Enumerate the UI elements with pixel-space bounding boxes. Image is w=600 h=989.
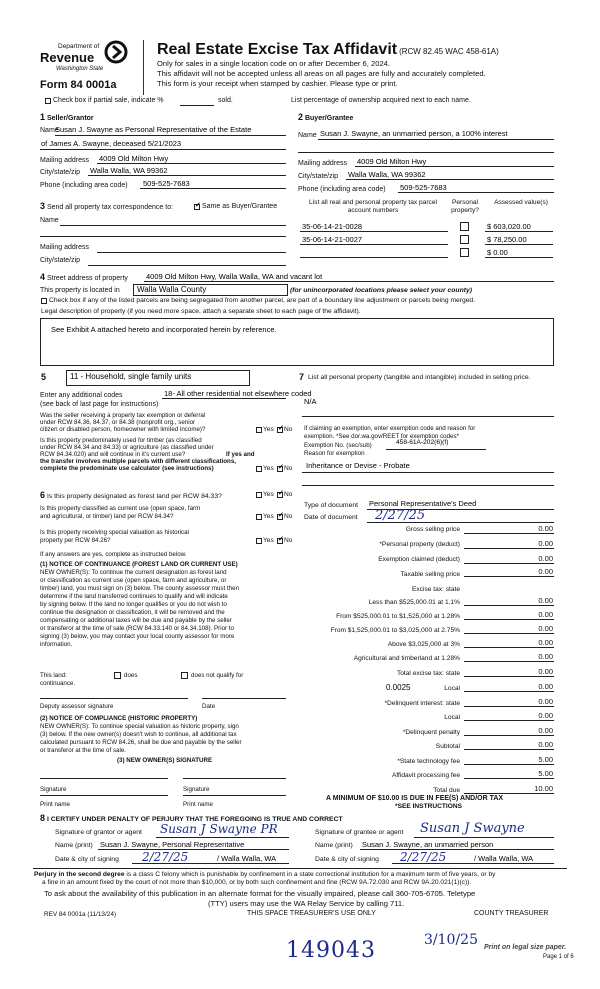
buyer-name-rule1 <box>318 139 554 140</box>
tax-label: *Delinquent interest: state <box>384 700 460 707</box>
perjury-text: is a class C felony which is punishable by confinement in a state correctional institution for a maximum term of five years, or by <box>126 871 496 878</box>
tax-value[interactable]: 0.00 <box>538 638 553 647</box>
q6-1-no-label: No <box>284 491 293 498</box>
q6-1-no-checkbox[interactable] <box>277 492 283 498</box>
tax-label: Exemption claimed (deduct) <box>378 556 460 563</box>
accessibility-line2: (TTY) users may use the WA Relay Service by calling 711. <box>208 899 405 908</box>
revenue-seal-icon <box>104 40 128 64</box>
q6-2-no-label: No <box>284 513 293 520</box>
tax-rule <box>464 778 554 779</box>
buyer-mailing-rule <box>355 166 554 167</box>
grantor-city[interactable]: / Walla Walla, WA <box>217 854 277 863</box>
certify-text: I CERTIFY UNDER PENALTY OF PERJURY THAT THE FOREGOING IS TRUE AND CORRECT <box>46 816 343 823</box>
buyer-name-line1[interactable]: Susan J. Swayne, an unmarried person, a 100% interest <box>320 129 508 138</box>
legal-paper-note: Print on legal size paper. <box>484 944 567 951</box>
tax-rule <box>464 691 554 692</box>
accessibility-line1: To ask about the availability of this publication in an alternate format for the visually impaired, please call 360-705-6705. Teletype <box>44 889 476 898</box>
q5-2-no-label: No <box>284 465 293 472</box>
buyer-heading <box>298 112 353 123</box>
q6-3-line1: Is this property receiving special valuation as historical <box>40 529 189 536</box>
located-note: (for unincorporated locations please select your county) <box>290 287 473 294</box>
partial-sale-suffix: sold. <box>218 97 233 104</box>
corr-name-rule <box>60 225 286 226</box>
tax-value[interactable]: 0.00 <box>538 624 553 633</box>
personal-col-header: Personal property? <box>451 199 479 214</box>
tax-value[interactable]: 0.00 <box>538 539 553 548</box>
partial-sale-label: Check box if partial sale, indicate % <box>53 97 164 104</box>
does-not-label: does not qualify for <box>191 672 244 679</box>
seller-heading <box>40 112 94 123</box>
correspondence-num: 3 <box>40 201 46 211</box>
notice2-line: (3) below. If the new owner(s) doesn't wish to continue, all additional tax <box>40 731 237 738</box>
assessed-value[interactable]: $ 603,020.00 <box>487 222 531 231</box>
tax-value[interactable]: 0.00 <box>538 554 553 563</box>
q6-1-yes-checkbox[interactable] <box>256 492 262 498</box>
assessed-value[interactable]: $ 0.00 <box>487 248 508 257</box>
exempt-no-rule <box>386 449 486 450</box>
addl-codes-rule <box>162 398 286 399</box>
exempt-no[interactable]: 458-61A-202(6)(f) <box>396 439 449 446</box>
tax-label: Subtotal <box>435 743 460 750</box>
correspondence-label: Send all property tax correspondence to: <box>46 204 174 211</box>
addl-codes-label: Enter any additional codes <box>40 392 123 399</box>
doc-date-rule <box>367 522 554 523</box>
seller-heading-text: Seller/Grantor <box>46 115 94 122</box>
addl-codes[interactable]: 18- All other residential not elsewhere coded <box>164 389 312 398</box>
q6-3-yes-label: Yes <box>263 537 274 544</box>
partial-sale-checkbox[interactable] <box>45 98 51 104</box>
page-title <box>157 40 499 59</box>
tax-value[interactable]: 0.00 <box>538 711 553 720</box>
county-select[interactable]: Walla Walla County <box>133 284 288 296</box>
q5-1-yes-label: Yes <box>263 426 274 433</box>
q6-2-no-checkbox[interactable] <box>277 514 283 520</box>
continuance-label: continuance. <box>40 680 76 687</box>
tax-rule <box>464 661 554 662</box>
tax-rule <box>464 720 554 721</box>
street-rule <box>144 281 554 282</box>
does-checkbox[interactable] <box>114 672 121 679</box>
page-number: Page 1 of 6 <box>543 954 574 960</box>
grantee-date[interactable]: 2/27/25 <box>400 850 447 864</box>
tax-label: Less than $525,000.01 at 1.1% <box>368 599 460 606</box>
use-code-select[interactable]: 11 - Household, single family units <box>66 370 250 386</box>
legal-description: See Exhibit A attached hereto and incorporated herein by reference. <box>51 325 277 334</box>
q6-2-line1: Is this property classified as current use (open space, farm <box>40 505 201 512</box>
agency-name: Revenue <box>40 50 95 65</box>
q5-2b-line2: the transfer involves multiple parcels with different classifications, <box>40 458 236 465</box>
owner-print-rule-2 <box>183 795 286 796</box>
corr-city-label: City/state/zip <box>40 257 81 264</box>
notice2-line: or transferor at the time of sale. <box>40 747 126 754</box>
owner-sig-label-1: Signature <box>40 786 67 793</box>
owner-print-label-2: Print name <box>183 801 213 808</box>
q5-1-line3: citizen or disabled person, homeowner with limited income)? <box>40 426 206 433</box>
grantee-date-rule <box>392 863 554 864</box>
segregated-checkbox[interactable] <box>41 298 47 304</box>
grantee-signature[interactable]: Susan J Swayne <box>420 821 525 836</box>
buyer-city[interactable]: Walla Walla, WA 99362 <box>348 170 426 179</box>
tax-value[interactable]: 0.00 <box>538 652 553 661</box>
county-treasurer: COUNTY TREASURER <box>474 910 549 917</box>
tax-value[interactable]: 0.00 <box>538 567 553 576</box>
buyer-mailing-label: Mailing address <box>298 160 348 167</box>
q6-2-yes-label: Yes <box>263 513 274 520</box>
tax-rule <box>464 576 554 577</box>
grantor-name[interactable]: Susan J. Swayne, Personal Representative <box>100 840 245 849</box>
q5-2-line3: RCW 84.34.020) and will continue in it's current use? <box>40 451 186 458</box>
grantee-name[interactable]: Susan J. Swayne, an unmarried person <box>362 840 494 849</box>
street-heading <box>40 272 128 283</box>
local-rate[interactable]: 0.0025 <box>386 683 411 692</box>
title-rcw: (RCW 82.45 WAC 458-61A) <box>399 47 499 56</box>
street-label: Street address of property <box>46 275 128 282</box>
tax-label: Taxable selling price <box>400 571 460 578</box>
located-label: This property is located in <box>40 287 120 294</box>
parcel-rule <box>300 231 448 232</box>
tax-rule <box>464 563 554 564</box>
buyer-phone[interactable]: 509-525-7683 <box>400 183 447 192</box>
seller-phone-rule <box>140 188 286 189</box>
corr-city-rule <box>88 265 286 266</box>
q5-2-no-checkbox[interactable] <box>277 466 283 472</box>
tax-rule <box>464 735 554 736</box>
owner-sig-rule-1 <box>40 778 168 779</box>
legal-label: Legal description of property (if you need more space, attach a separate sheet to each page of the affidavit). <box>41 308 361 315</box>
notice1-line: timber) land, you must sign on (3) below. The county assessor must then <box>40 585 240 592</box>
seller-mailing-rule <box>97 163 286 164</box>
buyer-name-rule2 <box>298 152 554 153</box>
notice1-line: determine if the land transferred continues to qualify and will indicate <box>40 593 228 600</box>
dept-line: Department of <box>58 43 100 50</box>
owner-print-label-1: Print name <box>40 801 70 808</box>
assessed-col-header: Assessed value(s) <box>494 199 548 206</box>
grantor-sig-label: Signature of grantor or agent <box>55 829 142 836</box>
buyer-mailing[interactable]: 4009 Old Milton Hwy <box>357 157 427 166</box>
tax-rule <box>464 749 554 750</box>
grantor-date[interactable]: 2/27/25 <box>142 850 189 864</box>
tax-label: Total due <box>433 787 460 794</box>
seller-name-line2[interactable]: of James A. Swayne, deceased 5/21/2023 <box>41 139 182 148</box>
certify-num: 8 <box>40 813 46 823</box>
use-code-num: 5 <box>41 372 47 382</box>
personal-property-value[interactable]: N/A <box>304 397 317 406</box>
personal-property-num: 7 <box>299 372 305 382</box>
grantee-sig-rule <box>414 837 554 838</box>
grantor-name-label: Name (print) <box>55 842 93 849</box>
q6-1 <box>40 490 222 501</box>
same-as-buyer-label: Same as Buyer/Grantee <box>202 203 278 210</box>
does-label: does <box>124 672 138 679</box>
tax-label: From $1,525,000.01 to $3,025,000 at 2.75% <box>330 627 460 634</box>
assessed-value[interactable]: $ 78,250.00 <box>487 235 527 244</box>
buyer-num: 2 <box>298 112 304 122</box>
reason-rule <box>302 472 554 473</box>
reason-value[interactable]: Inheritance or Devise - Probate <box>306 461 410 470</box>
exempt-intro-1: If claiming an exemption, enter exemption code and reason for <box>304 425 476 432</box>
notice1-line: continue the designation or classification, it will be removed and the <box>40 609 225 616</box>
treasurer-stamp-date: 3/10/25 <box>424 932 478 948</box>
state-line: Washington State <box>56 66 104 72</box>
tax-rule <box>464 647 554 648</box>
q6-1-yes-label: Yes <box>263 491 274 498</box>
q5-1-line1: Was the seller receiving a property tax exemption or deferral <box>40 412 206 419</box>
property-num: 4 <box>40 272 46 282</box>
header-divider <box>143 40 144 95</box>
notice2-title: (2) NOTICE OF COMPLIANCE (HISTORIC PROPERTY) <box>40 715 198 722</box>
doc-date-label: Date of document <box>304 514 358 521</box>
parcel-rule <box>300 244 448 245</box>
q5-2b-line3: complete the predominate use calculator (see instructions) <box>40 465 214 472</box>
tax-label: Local <box>444 685 460 692</box>
deputy-date-label: Date <box>202 703 216 710</box>
tax-rule <box>464 633 554 634</box>
q5-1-line2: under RCW 84.36, 84.37, or 84.38 (nonprofit org., senior <box>40 419 196 426</box>
seller-name-line1[interactable]: Susan J. Swayne as Personal Representative of the Estate <box>55 125 252 134</box>
personal-property-rule <box>302 416 554 417</box>
q6-3-no-label: No <box>284 537 293 544</box>
doc-type[interactable]: Personal Representative's Deed <box>369 499 477 508</box>
header-note-1: Only for sales in a single location code on or after December 6, 2024. <box>157 59 391 68</box>
notice3-title: (3) NEW OWNER(S) SIGNATURE <box>117 757 213 764</box>
tax-value[interactable]: 5.00 <box>538 755 553 764</box>
header-note-3: This form is your receipt when stamped by cashier. Please type or print. <box>157 79 398 88</box>
grantor-sig-rule <box>156 837 289 838</box>
tax-rule <box>464 548 554 549</box>
seller-mailing[interactable]: 4009 Old Milton Hwy <box>99 154 169 163</box>
notice1-line: information. <box>40 641 73 648</box>
ownership-note: List percentage of ownership acquired next to each name. <box>291 97 471 104</box>
q6-2-yes-checkbox[interactable] <box>256 514 262 520</box>
q6-2-line2: and agricultural, or timber) land per RCW 84.34? <box>40 513 174 520</box>
tax-value[interactable]: 0.00 <box>538 697 553 706</box>
tax-label: Agricultural and timberland at 1.28% <box>353 655 460 662</box>
partial-sale-pct[interactable] <box>180 97 214 106</box>
deputy-sig-rule <box>40 698 188 699</box>
tax-rule <box>464 706 554 707</box>
tax-rule <box>464 605 554 606</box>
addl-codes-note: (see back of last page for instructions) <box>40 401 159 408</box>
q5-1-no-label: No <box>284 426 293 433</box>
seller-city-label: City/state/zip <box>40 169 81 176</box>
tax-rule <box>464 764 554 765</box>
personal-property-checkbox[interactable] <box>460 248 469 257</box>
parcel-number[interactable]: 35-06-14-21-0028 <box>302 222 363 231</box>
seller-city-rule <box>88 175 286 176</box>
notice2-line: calculated pursuant to RCW 84.26, shall be due and payable by the seller <box>40 739 242 746</box>
grantor-name-rule <box>98 849 289 850</box>
assessed-rule <box>485 244 553 245</box>
owner-sig-label-2: Signature <box>183 786 210 793</box>
buyer-heading-text: Buyer/Grantee <box>304 115 354 122</box>
q5-1-no-checkbox[interactable] <box>277 427 283 433</box>
seller-phone[interactable]: 509-525-7683 <box>143 179 190 188</box>
assessed-rule <box>485 231 553 232</box>
seller-name-rule1 <box>55 135 286 136</box>
does-not-checkbox[interactable] <box>181 672 188 679</box>
tax-rule <box>464 793 554 794</box>
corr-name-rule2 <box>40 236 286 237</box>
grantee-date-label: Date & city of signing <box>315 856 379 863</box>
tax-label: Affidavit processing fee <box>391 772 460 779</box>
notice1-line: by signing below. If the land no longer qualifies or you do not wish to <box>40 601 227 608</box>
title-text: Real Estate Excise Tax Affidavit <box>157 41 398 58</box>
grantor-signature[interactable]: Susan J Swayne PR <box>160 822 278 836</box>
parcel-col-header: List all real and personal property tax parcel account numbers <box>309 199 437 214</box>
q6-3-line2: property per RCW 84.26? <box>40 537 111 544</box>
tax-value[interactable]: 10.00 <box>534 784 553 793</box>
deputy-date-rule <box>202 698 286 699</box>
treasurer-use: THIS SPACE TREASURER'S USE ONLY <box>247 910 376 917</box>
tax-value[interactable]: 0.00 <box>538 740 553 749</box>
parcel-number[interactable]: 35-06-14-21-0027 <box>302 235 363 244</box>
personal-property-checkbox[interactable] <box>460 235 469 244</box>
tax-value[interactable]: 0.00 <box>538 610 553 619</box>
grantor-date-label: Date & city of signing <box>55 856 119 863</box>
exempt-intro-2: exemption. *See dor.wa.gov/REET for exemption codes* <box>304 433 460 440</box>
personal-property-label: List all personal property (tangible and intangible) included in selling price. <box>308 374 531 381</box>
buyer-phone-label: Phone (including area code) <box>298 186 386 193</box>
q5-2b-line1: If yes and <box>226 451 255 458</box>
tax-value[interactable]: 0.00 <box>538 726 553 735</box>
notice1-line: NEW OWNER(S): To continue the current designation as forest land <box>40 569 227 576</box>
doc-type-label: Type of document <box>304 502 359 509</box>
correspondence-heading <box>40 201 173 212</box>
treasurer-stamp-number: 149043 <box>286 938 376 963</box>
tax-label: *State technology fee <box>397 758 460 765</box>
q6-3-no-checkbox[interactable] <box>277 538 283 544</box>
tax-label: Local <box>444 714 460 721</box>
seller-mailing-label: Mailing address <box>40 157 90 164</box>
tax-label: Excise tax: state <box>411 586 460 593</box>
q5-1-yes-checkbox[interactable] <box>256 427 262 433</box>
seller-phone-label: Phone (including area code) <box>40 182 128 189</box>
q5-2-line2: under RCW 84.34 and 84.33) or agriculture (as classified under <box>40 444 214 451</box>
owner-sig-rule-2 <box>183 778 286 779</box>
street-address[interactable]: 4009 Old Milton Hwy, Walla Walla, WA and vacant lot <box>146 272 323 281</box>
tax-label: Total excise tax: state <box>396 670 460 677</box>
buyer-city-rule <box>346 179 554 180</box>
grantor-date-rule <box>132 863 289 864</box>
tax-label: *Delinquent penalty <box>402 729 460 736</box>
grantee-city[interactable]: / Walla Walla, WA <box>474 854 534 863</box>
form-number: Form 84 0001a <box>40 79 117 91</box>
tax-rule <box>464 676 554 677</box>
segregated-label: Check box if any of the listed parcels are being segregated from another parcel, are part of a boundary line adjustment or parcels being merged. <box>49 297 476 304</box>
tax-label: Above $3,025,000 at 3% <box>387 641 460 648</box>
tax-value[interactable]: 0.00 <box>538 596 553 605</box>
assessed-rule <box>485 257 553 258</box>
perjury-line1 <box>34 871 495 879</box>
see-instructions: *SEE INSTRUCTIONS <box>395 803 463 810</box>
if-yes-note: If any answers are yes, complete as instructed below. <box>40 551 187 558</box>
notice1-title: (1) NOTICE OF CONTINUANCE (FOREST LAND OR CURRENT USE) <box>40 561 238 568</box>
seller-num: 1 <box>40 112 46 122</box>
tax-rule <box>464 619 554 620</box>
doc-date[interactable]: 2/27/25 <box>375 508 426 523</box>
tax-value[interactable]: 0.00 <box>538 524 553 533</box>
owner-print-rule-1 <box>40 795 168 796</box>
q6-1-text: Is this property designated as forest land per RCW 84.33? <box>46 493 222 500</box>
tax-label: From $525,000.01 to $1,525,000 at 1.28% <box>336 613 460 620</box>
notice1-line: compensating or additional taxes will be due and payable by the seller <box>40 617 232 624</box>
legal-description-box[interactable] <box>40 318 554 366</box>
corr-mailing-rule <box>97 252 286 253</box>
reason-rule-2 <box>302 485 554 486</box>
buyer-phone-rule <box>398 192 554 193</box>
tax-label: Gross selling price <box>405 526 460 533</box>
tax-value[interactable]: 0.00 <box>538 667 553 676</box>
forest-num: 6 <box>40 490 46 500</box>
perjury-bold: Perjury in the second degree <box>34 871 125 878</box>
notice2-line: NEW OWNER(S): To continue special valuation as historic property, sign <box>40 723 239 730</box>
header-note-2: This affidavit will not be accepted unless all areas on all pages are fully and accurately completed. <box>157 69 486 78</box>
reason-label: Reason for exemption <box>304 450 365 457</box>
perjury-line2: a fine in an amount fixed by the court of not more than $10,000, or by both such confinement and fine (RCW 9A.72.030 and RCW 9A.20.021(1)(c)). <box>42 879 472 886</box>
notice1-line: signing (3) below, you may contact your local county assessor for more <box>40 633 235 640</box>
seller-name-rule2 <box>40 149 286 150</box>
q6-3-yes-checkbox[interactable] <box>256 538 262 544</box>
q5-2-line1: Is this property predominately used for timber (as classified <box>40 437 202 444</box>
exempt-no-label: Exemption No. (sec/sub) <box>304 442 372 449</box>
this-land-label: This land: <box>40 672 67 679</box>
buyer-name-label: Name <box>298 132 317 139</box>
q5-2-yes-label: Yes <box>263 465 274 472</box>
tax-rule <box>464 533 554 534</box>
grantee-name-rule <box>360 849 554 850</box>
corr-mailing-label: Mailing address <box>40 244 90 251</box>
parcel-rule <box>300 257 448 258</box>
minimum-due: A MINIMUM OF $10.00 IS DUE IN FEE(S) AND/OR TAX <box>326 795 504 802</box>
tax-value[interactable]: 5.00 <box>538 769 553 778</box>
notice1-line: or classification as current use (open space, farm and agriculture, or <box>40 577 227 584</box>
grantee-name-label: Name (print) <box>315 842 353 849</box>
rev-number: REV 84 0001a (11/13/24) <box>44 911 117 918</box>
seller-name-label: Name <box>40 127 59 134</box>
notice1-line: or transferor at the time of sale (RCW 84.33.140 or 84.34.108). Prior to <box>40 625 234 632</box>
deputy-label: Deputy assessor signature <box>40 703 114 710</box>
grantee-sig-label: Signature of grantee or agent <box>315 829 404 836</box>
same-as-buyer-checkbox[interactable] <box>194 204 200 210</box>
tax-label: *Personal property (deduct) <box>379 541 460 548</box>
corr-name-label: Name <box>40 217 59 224</box>
buyer-city-label: City/state/zip <box>298 173 339 180</box>
seller-city[interactable]: Walla Walla, WA 99362 <box>90 166 168 175</box>
tax-value[interactable]: 0.00 <box>538 682 553 691</box>
footer-divider <box>33 868 567 869</box>
personal-property-checkbox[interactable] <box>460 222 469 231</box>
q5-2-yes-checkbox[interactable] <box>256 466 262 472</box>
